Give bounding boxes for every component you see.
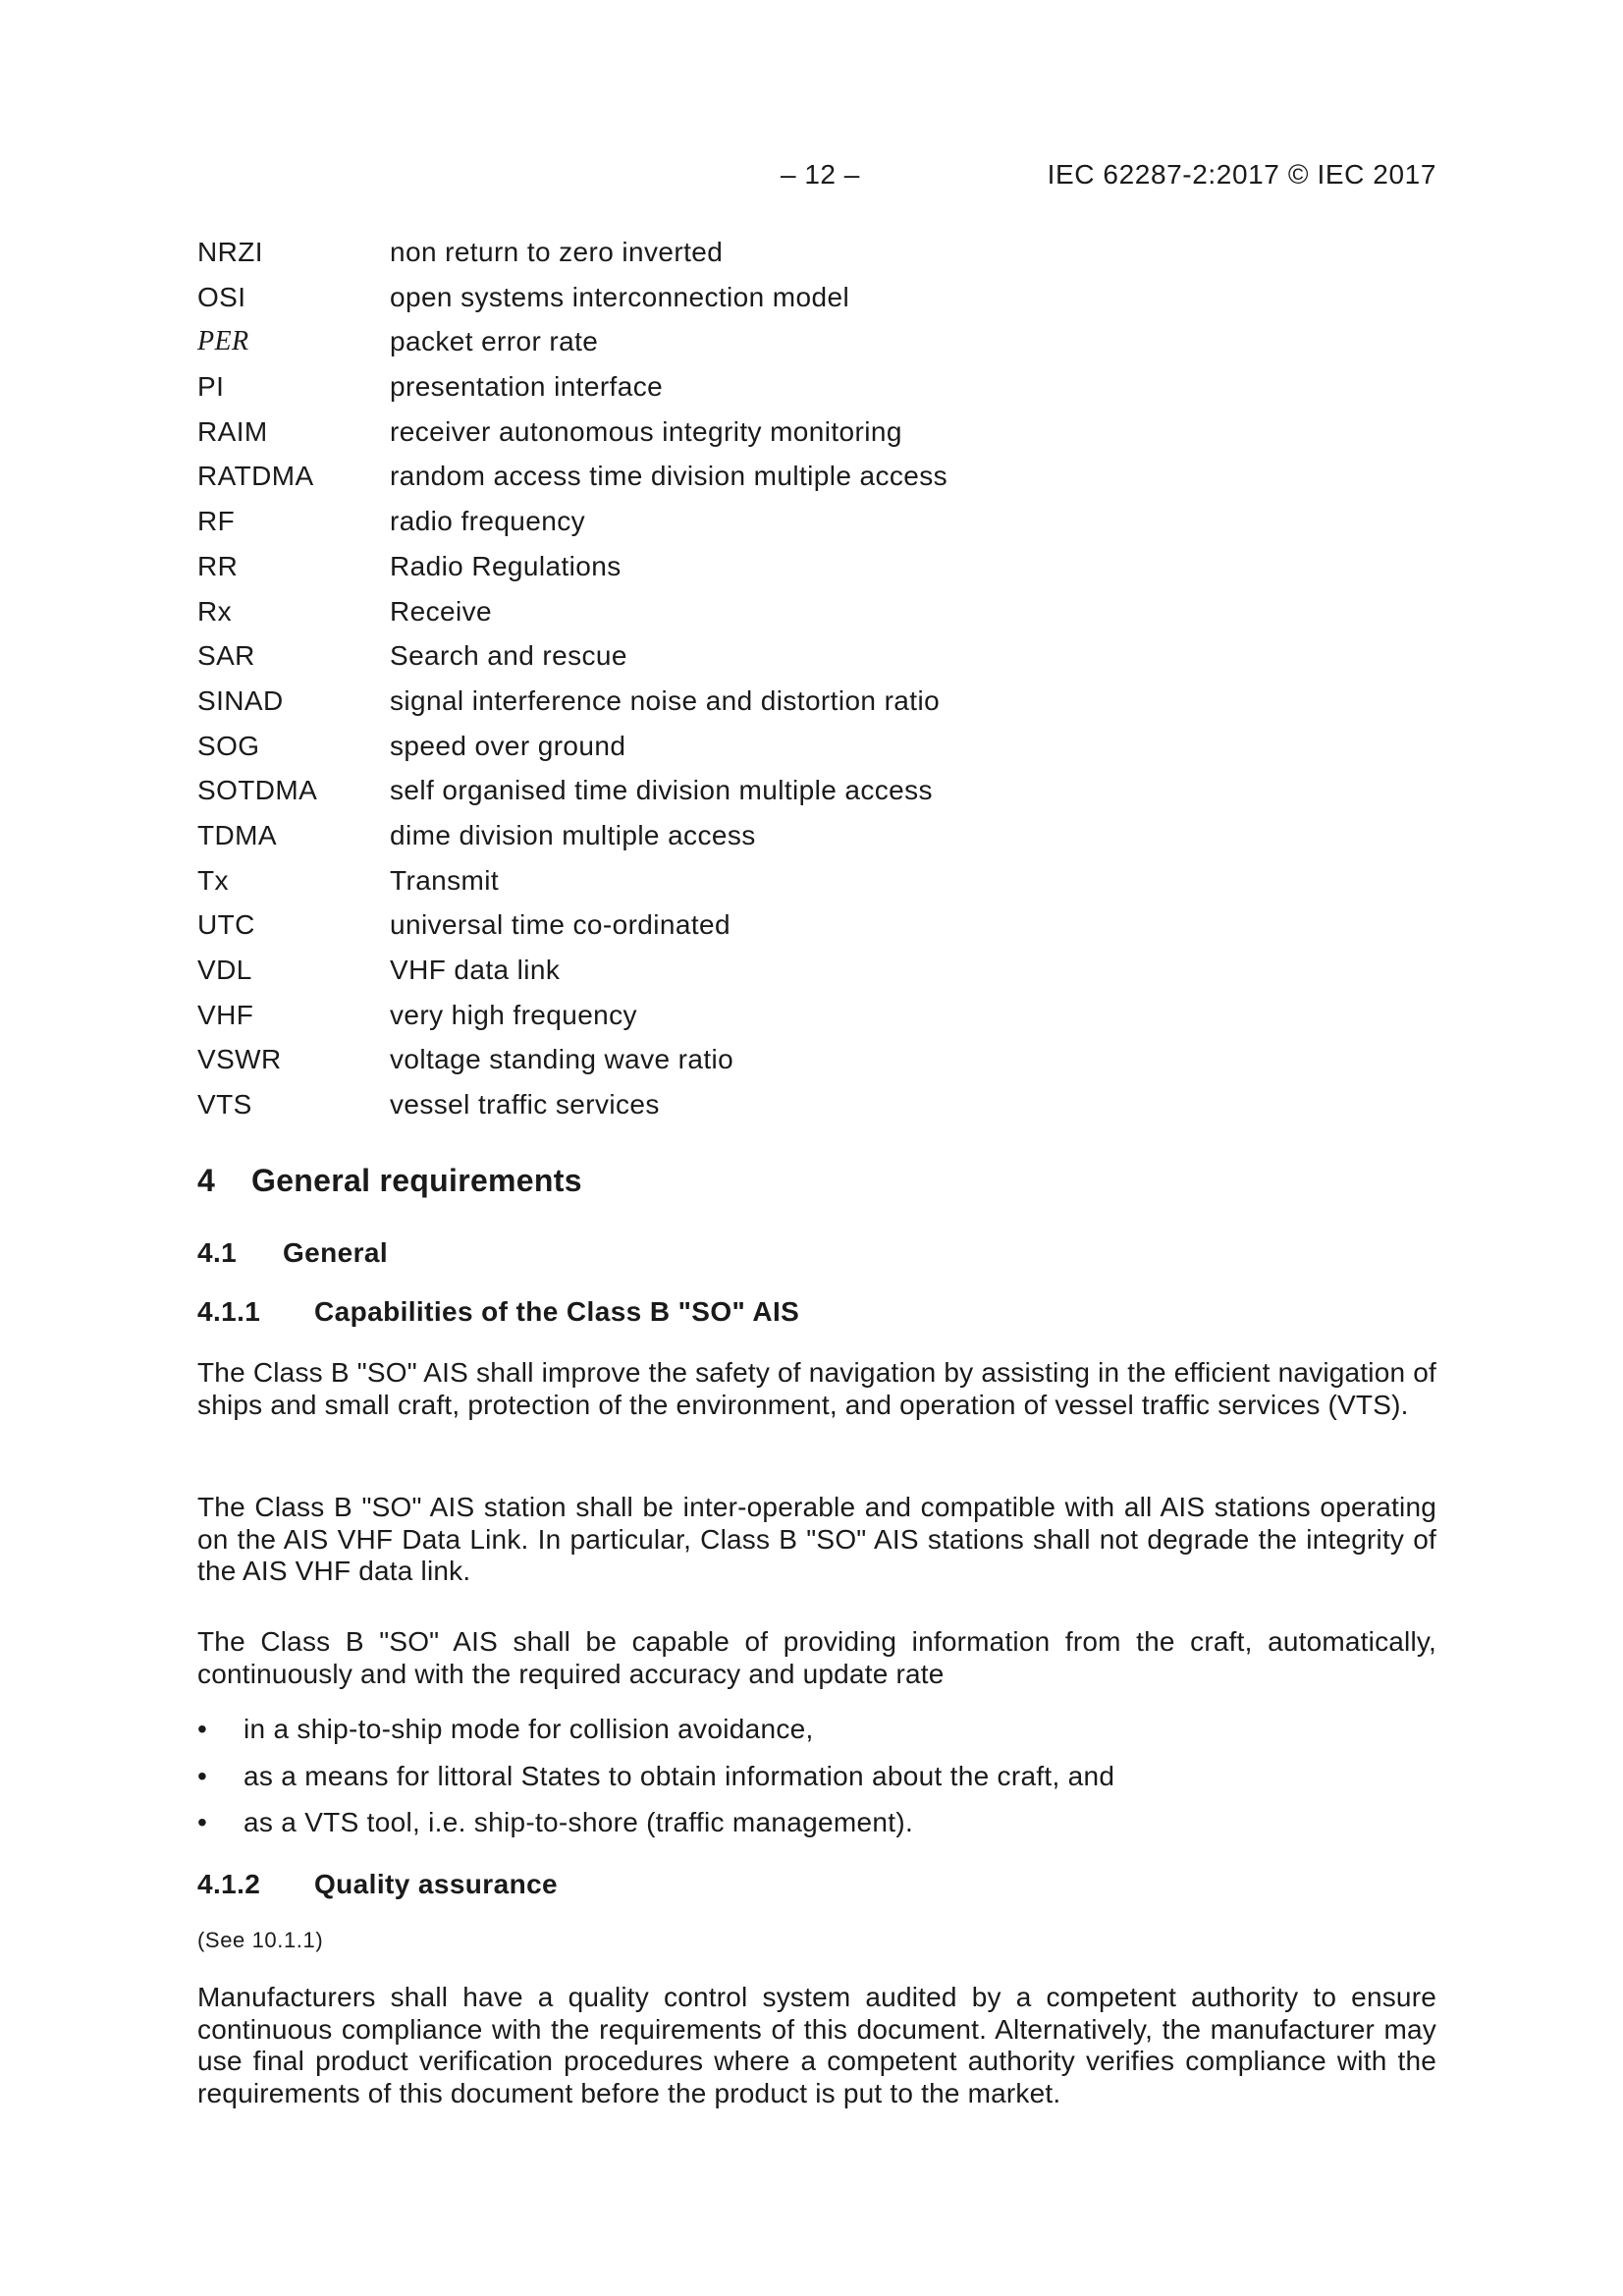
abbreviation-term: SOTDMA: [197, 775, 318, 806]
abbreviation-row: [197, 415, 1436, 461]
abbreviation-row: [197, 370, 1436, 415]
abbreviation-definition: self organised time division multiple access: [390, 775, 933, 806]
abbreviation-term: Tx: [197, 864, 229, 896]
abbreviation-term: SAR: [197, 640, 255, 672]
abbreviation-definition: speed over ground: [390, 730, 626, 761]
abbreviation-term: VDL: [197, 955, 252, 985]
abbreviation-term: NRZI: [197, 237, 263, 267]
abbreviation-definition: Search and rescue: [390, 640, 627, 672]
subsection-number: 4.1: [197, 1237, 238, 1268]
abbreviation-row: [197, 730, 1436, 775]
abbreviation-definition: random access time division multiple access: [390, 461, 948, 492]
abbreviation-row: [197, 954, 1436, 999]
abbreviation-list: [197, 236, 1436, 1133]
abbreviation-row: [197, 1043, 1436, 1088]
abbreviation-term: Rx: [197, 595, 233, 627]
abbreviation-term: VTS: [197, 1089, 252, 1121]
clause-number: 4.1.1: [197, 1296, 261, 1327]
abbreviation-term: TDMA: [197, 819, 277, 850]
page-number: – 12 –: [781, 159, 860, 190]
abbreviation-row: [197, 639, 1436, 684]
bullet-text: as a means for littoral States to obtain information about the craft, and: [243, 1760, 1115, 1791]
abbreviation-row: [197, 908, 1436, 954]
abbreviation-term: VSWR: [197, 1044, 282, 1075]
abbreviation-definition: voltage standing wave ratio: [390, 1044, 734, 1075]
abbreviation-definition: receiver autonomous integrity monitoring: [390, 415, 902, 447]
section-number: 4: [197, 1163, 216, 1198]
paragraph: The Class B "SO" AIS station shall be inter-operable and compatible with all AIS stations operating on the AIS VHF Data Link. In particular, Class B "SO" AIS stations shall not degrade the integrity of the AIS VHF data link.: [197, 1492, 1436, 1586]
abbreviation-row: [197, 325, 1436, 370]
paragraph: Manufacturers shall have a quality control system audited by a competent authority to ensure continuous compliance with the requirements of this document. Alternatively, the manufacturer may use final product verification procedures where a competent authority verifies compliance with the requirements of this document before the product is put to the market.: [197, 1982, 1436, 2108]
abbreviation-row: [197, 684, 1436, 730]
abbreviation-definition: non return to zero inverted: [390, 237, 724, 267]
bullet-item: [197, 1713, 1436, 1760]
abbreviation-definition: VHF data link: [390, 955, 561, 985]
abbreviation-row: [197, 595, 1436, 640]
clause-title: Capabilities of the Class B "SO" AIS: [314, 1296, 800, 1327]
abbreviation-definition: dime division multiple access: [390, 819, 756, 850]
abbreviation-row: [197, 505, 1436, 550]
abbreviation-definition: Transmit: [390, 864, 500, 896]
abbreviation-row: [197, 774, 1436, 819]
subsection-title: General: [283, 1237, 389, 1268]
section-heading: [197, 1162, 582, 1199]
abbreviation-term: SOG: [197, 730, 260, 761]
abbreviation-term: RAIM: [197, 415, 268, 447]
abbreviation-definition: very high frequency: [390, 999, 637, 1030]
abbreviation-definition: open systems interconnection model: [390, 281, 850, 312]
abbreviation-term: RATDMA: [197, 461, 314, 492]
clause-heading: [197, 1295, 799, 1329]
bullet-list: [197, 1713, 1436, 1853]
abbreviation-term: VHF: [197, 999, 254, 1030]
clause-heading: [197, 1868, 558, 1901]
abbreviation-term: PI: [197, 371, 225, 403]
abbreviation-term: SINAD: [197, 684, 284, 716]
abbreviation-row: [197, 1088, 1436, 1133]
cross-reference-note: (See 10.1.1): [197, 1928, 324, 1952]
abbreviation-definition: presentation interface: [390, 371, 664, 403]
abbreviation-row: [197, 236, 1436, 281]
abbreviation-row: [197, 281, 1436, 326]
abbreviation-definition: packet error rate: [390, 326, 599, 357]
abbreviation-term: RF: [197, 506, 236, 537]
bullet-icon: •: [197, 1714, 208, 1744]
paragraph: The Class B "SO" AIS shall improve the safety of navigation by assisting in the efficient navigation of ships and small craft, protection of the environment, and operation of vessel traffic services (VTS).: [197, 1357, 1436, 1420]
abbreviation-row: [197, 999, 1436, 1044]
bullet-item: [197, 1806, 1436, 1853]
bullet-item: [197, 1760, 1436, 1807]
section-title: General requirements: [251, 1163, 582, 1198]
document-id: IEC 62287-2:2017 © IEC 2017: [1047, 159, 1436, 190]
abbreviation-definition: universal time co-ordinated: [390, 909, 730, 941]
abbreviation-term: RR: [197, 550, 239, 581]
bullet-text: as a VTS tool, i.e. ship-to-shore (traffic management).: [243, 1807, 914, 1837]
abbreviation-row: [197, 550, 1436, 595]
subsection-heading: [197, 1236, 388, 1270]
clause-title: Quality assurance: [314, 1869, 559, 1899]
clause-number: 4.1.2: [197, 1869, 261, 1899]
abbreviation-term: UTC: [197, 909, 255, 941]
abbreviation-row: [197, 819, 1436, 864]
abbreviation-definition: radio frequency: [390, 506, 586, 537]
bullet-text: in a ship-to-ship mode for collision avoidance,: [243, 1714, 814, 1744]
bullet-icon: •: [197, 1760, 208, 1791]
abbreviation-term: PER: [197, 326, 249, 357]
abbreviation-row: [197, 864, 1436, 909]
abbreviation-definition: vessel traffic services: [390, 1089, 660, 1121]
abbreviation-row: [197, 460, 1436, 505]
abbreviation-definition: Radio Regulations: [390, 550, 622, 581]
paragraph: The Class B "SO" AIS shall be capable of providing information from the craft, automatically, continuously and with the required accuracy and update rate: [197, 1626, 1436, 1689]
abbreviation-definition: signal interference noise and distortion ratio: [390, 684, 941, 716]
bullet-icon: •: [197, 1807, 208, 1837]
abbreviation-definition: Receive: [390, 595, 492, 627]
abbreviation-term: OSI: [197, 281, 246, 312]
